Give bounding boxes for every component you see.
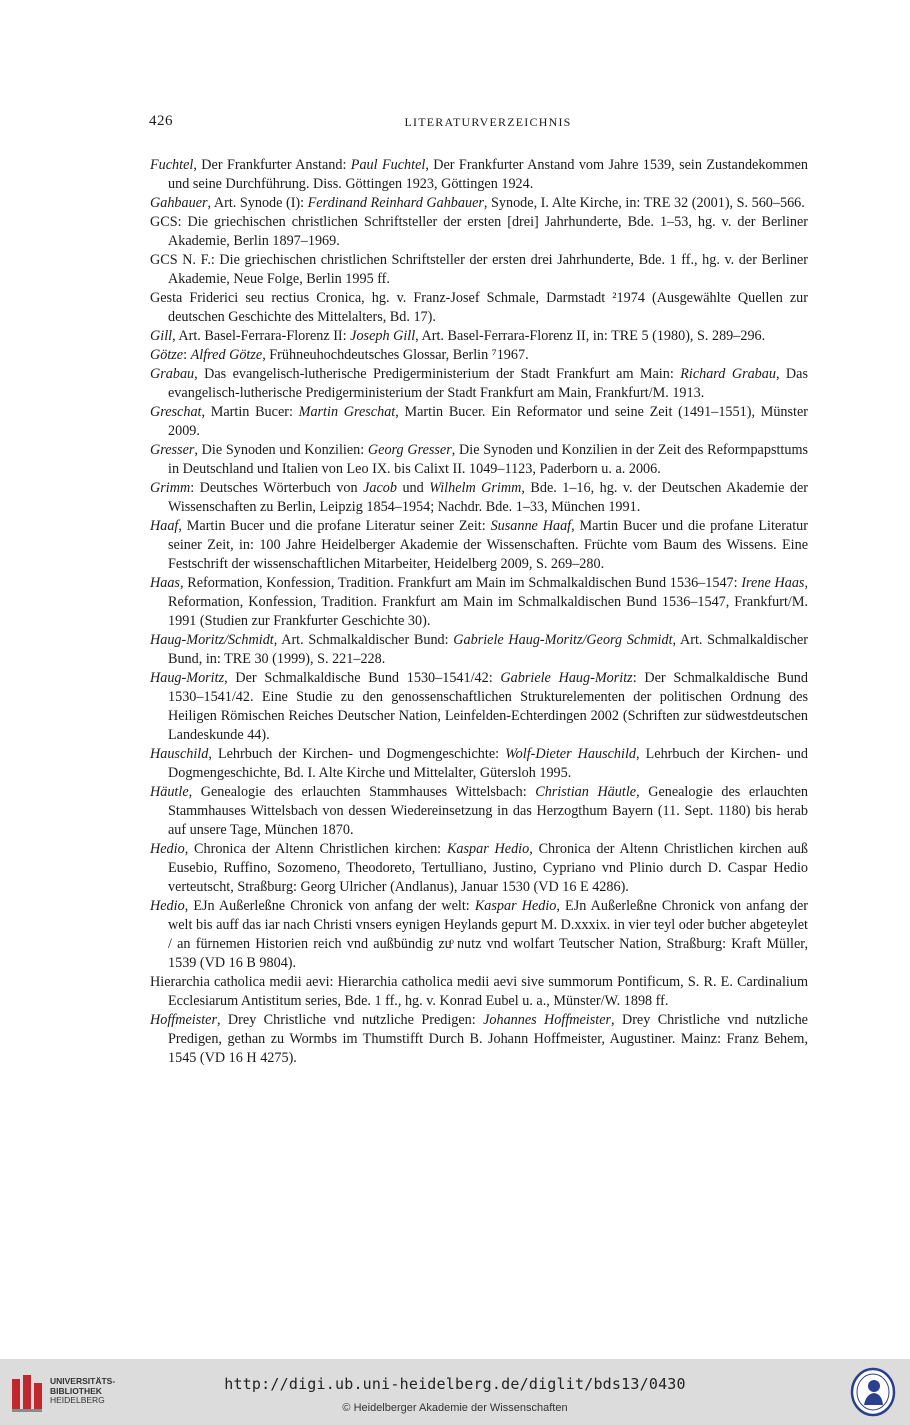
bibliography-entry	[150, 631, 808, 669]
entry-text: , Martin Bucer. Ein Reformator und seine Zeit (1491–1551), Münster 2009.	[168, 404, 808, 439]
entry-text: , Martin Bucer und die profane Literatur seiner Zeit:	[178, 518, 491, 534]
entry-text: : Der Schmalkaldische Bund 1530–1541/42. Eine Studie zu den genossenschaftlichen Strukturelementen der politischen Ordnung des Heiligen Römischen Reiches Deutscher Nation, Leinfelden-Echterdingen 2002 (Schriften zur südwestdeutschen Landeskunde 44).	[168, 670, 808, 743]
entry-text: , Chronica der Altenn Christlichen kirchen:	[184, 841, 447, 857]
entry-text: , Das evangelisch-lutherische Predigerministerium der Stadt Frankfurt am Main:	[194, 366, 681, 382]
bibliography-list	[150, 156, 808, 1068]
entry-text: , Martin Bucer und die profane Literatur seiner Zeit, in: 100 Jahre Heidelberger Akademie der Wissenschaften. Früchte vom Baum des Wissens. Eine Festschrift der wissenschaftlichen Mitarbeiter, Heidelberg 2009, S. 269–280.	[168, 518, 808, 572]
copyright-notice: © Heidelberger Akademie der Wissenschaften	[342, 1402, 568, 1414]
entry-text: , Art. Basel-Ferrara-Florenz II, in: TRE 5 (1980), S. 289–296.	[415, 328, 766, 344]
entry-italic-text: Jacob	[363, 480, 397, 496]
bibliography-entry	[150, 403, 808, 441]
bibliography-entry	[150, 783, 808, 840]
entry-text: , Der Frankfurter Anstand:	[193, 157, 351, 173]
entry-text: GCS N. F.: Die griechischen christlichen Schriftsteller der ersten drei Jahrhunderte, Bde. 1 ff., hg. v. der Berliner Akademie, Neue Folge, Berlin 1995 ff.	[150, 252, 808, 287]
entry-text: , Art. Basel-Ferrara-Florenz II:	[172, 328, 351, 344]
entry-italic-text: Haug-Moritz	[150, 670, 225, 686]
footer-bar	[0, 1359, 910, 1425]
entry-italic-text: Johannes Hoffmeister	[483, 1012, 612, 1028]
entry-italic-text: Hoffmeister	[150, 1012, 217, 1028]
entry-text: , Reformation, Konfession, Tradition. Frankfurt am Main im Schmalkaldischen Bund 1536–1547:	[179, 575, 742, 591]
bibliography-entry	[150, 574, 808, 631]
bibliography-entry	[150, 973, 808, 1011]
entry-text: , Frühneuhochdeutsches Glossar, Berlin ⁷1967.	[262, 347, 529, 363]
entry-italic-text: Hedio	[150, 898, 185, 914]
bibliography-entry	[150, 1011, 808, 1068]
entry-italic-text: Georg Gresser	[367, 442, 452, 458]
page-number: 426	[149, 113, 173, 129]
entry-text: , EJn Außerleßne Chronick von anfang der welt:	[184, 898, 475, 914]
entry-text: , Lehrbuch der Kirchen- und Dogmengeschichte, Bd. I. Alte Kirche und Mittelalter, Gütersloh 1995.	[168, 746, 808, 781]
entry-italic-text: Gresser	[150, 442, 195, 458]
logo-line-2: BIBLIOTHEK	[50, 1385, 102, 1396]
entry-italic-text: Gabriele Haug-Moritz	[500, 670, 633, 686]
bibliography-entry	[150, 897, 808, 973]
entry-italic-text: Hedio	[150, 841, 185, 857]
entry-text: Gesta Friderici seu rectius Cronica, hg. v. Franz-Josef Schmale, Darmstadt ²1974 (Ausgewählte Quellen zur deutschen Geschichte des Mittelalters, Bd. 17).	[150, 290, 808, 325]
entry-italic-text: Götze	[150, 347, 184, 363]
entry-italic-text: Gabriele Haug-Moritz/Georg Schmidt	[453, 632, 673, 648]
entry-italic-text: Kaspar Hedio	[446, 841, 530, 857]
entry-italic-text: Joseph Gill	[350, 328, 416, 344]
entry-italic-text: Martin Greschat	[298, 404, 396, 420]
entry-text: , Synode, I. Alte Kirche, in: TRE 32 (2001), S. 560–566.	[483, 195, 805, 211]
entry-text: , Die Synoden und Konzilien:	[194, 442, 368, 458]
entry-italic-text: Alfred Götze	[190, 347, 263, 363]
entry-text: und	[396, 480, 430, 496]
page-header	[149, 113, 809, 133]
academy-seal-icon[interactable]	[850, 1367, 896, 1417]
bibliography-entry	[150, 346, 808, 365]
entry-italic-text: Fuchtel	[150, 157, 194, 173]
entry-text: GCS: Die griechischen christlichen Schriftsteller der ersten [drei] Jahrhunderte, Bde. 1–53, hg. v. der Berliner Akademie, Berlin 1897–1969.	[150, 214, 808, 249]
entry-italic-text: Richard Grabau	[680, 366, 776, 382]
entry-text: , Genealogie des erlauchten Stammhauses Wittelsbach von dessen Wiedereinsetzung in das Herzogthum Bayern (11. Sept. 1180) bis herab auf unsere Tage, München 1870.	[168, 784, 808, 838]
entry-italic-text: Haaf	[150, 518, 179, 534]
entry-text: , Das evangelisch-lutherische Predigerministerium der Stadt Frankfurt am Main, Frankfurt/M. 1913.	[168, 366, 809, 401]
entry-italic-text: Wilhelm Grimm	[429, 480, 522, 496]
entry-italic-text: Gahbauer	[150, 195, 208, 211]
entry-text: , Der Schmalkaldische Bund 1530–1541/42:	[224, 670, 501, 686]
running-head: LITERATURVERZEICHNIS	[404, 115, 572, 129]
entry-italic-text: Irene Haas	[741, 575, 805, 591]
bibliography-entry	[150, 479, 808, 517]
entry-text: , Art. Schmalkaldischer Bund:	[273, 632, 454, 648]
bibliography-entry	[150, 669, 808, 745]
bibliography-entry	[150, 517, 808, 574]
entry-italic-text: Gill	[150, 328, 173, 344]
bibliography-entry	[150, 194, 808, 213]
bibliography-entry	[150, 745, 808, 783]
entry-text: , Bde. 1–16, hg. v. der Deutschen Akademie der Wissenschaften zu Berlin, Leipzig 1854–1954; Nachdr. Bde. 1–33, München 1991.	[168, 480, 809, 515]
entry-text: , Art. Synode (I):	[207, 195, 308, 211]
entry-text: , EJn Außerleßne Chronick von anfang der welt bis auff das iar nach Christi vnsers eynigen Heylands gepurt M. D.xxxix. in vier teyl oder buͦcher abgeteylet / an fürnemen Historien reich vnd außbündig zuͦ nutz vnd wolfart Teutscher Nation, Straßburg: Kraft Müller, 1539 (VD 16 B 9804).	[168, 898, 808, 971]
bibliography-entry	[150, 213, 808, 251]
permalink-url[interactable]: http://digi.ub.uni-heidelberg.de/diglit/bds13/0430	[224, 1375, 686, 1393]
entry-text: , Der Frankfurter Anstand vom Jahre 1539, sein Zustandekommen und seine Durchführung. Diss. Göttingen 1923, Göttingen 1924.	[168, 157, 808, 192]
entry-italic-text: Haas	[150, 575, 180, 591]
entry-italic-text: Kaspar Hedio	[474, 898, 557, 914]
entry-italic-text: Wolf-Dieter Hauschild	[505, 746, 636, 762]
entry-text: , Genealogie des erlauchten Stammhauses Wittelsbach:	[188, 784, 536, 800]
bibliography-entry	[150, 441, 808, 479]
bibliography-entry	[150, 251, 808, 289]
entry-text: , Drey Christliche vnd nuͦtzliche Predigen:	[217, 1012, 484, 1028]
entry-text: :	[183, 347, 191, 363]
entry-text: , Die Synoden und Konzilien in der Zeit des Reformpapsttums in Deutschland und Italien von Leo IX. bis Calixt II. 1049–1123, Paderborn u. a. 2006.	[168, 442, 809, 477]
entry-text: , Chronica der Altenn Christlichen kirchen auß Eusebio, Ruffino, Sozomeno, Theodoreto, Tertulliano, Justino, Cypriano vnd Plinio durch D. Caspar Hedio verteutscht, Straßburg: Georg Ulricher (Andlanus), Januar 1530 (VD 16 E 4286).	[168, 841, 808, 895]
logo-line-3: HEIDELBERG	[50, 1395, 105, 1405]
entry-text: , Art. Schmalkaldischer Bund, in: TRE 30 (1999), S. 221–228.	[168, 632, 808, 667]
entry-italic-text: Christian Häutle	[535, 784, 637, 800]
bibliography-entry	[150, 156, 808, 194]
bibliography-entry	[150, 327, 808, 346]
entry-italic-text: Häutle	[150, 784, 189, 800]
bibliography-entry	[150, 289, 808, 327]
entry-italic-text: Paul Fuchtel	[350, 157, 426, 173]
logo-line-1: UNIVERSITÄTS-	[50, 1376, 116, 1386]
entry-text: : Deutsches Wörterbuch von	[190, 480, 364, 496]
entry-italic-text: Grabau	[150, 366, 195, 382]
entry-italic-text: Hauschild	[150, 746, 209, 762]
entry-italic-text: Haug-Moritz/Schmidt	[150, 632, 274, 648]
entry-text: Hierarchia catholica medii aevi: Hierarchia catholica medii aevi sive summorum Pontificum, S. R. E. Cardinalium Ecclesiarum Antistitum series, Bde. 1 ff., hg. v. Konrad Eubel u. a., Münster/W. 1898 ff.	[150, 974, 808, 1009]
entry-italic-text: Grimm	[150, 480, 191, 496]
entry-italic-text: Greschat	[150, 404, 202, 420]
entry-text: , Reformation, Konfession, Tradition. Frankfurt am Main im Schmalkaldischen Bund 1536–1547, Frankfurt/M. 1991 (Studien zur Frankfurter Geschichte 30).	[168, 575, 808, 629]
entry-italic-text: Susanne Haaf	[490, 518, 572, 534]
entry-text: , Lehrbuch der Kirchen- und Dogmengeschichte:	[208, 746, 506, 762]
bibliography-entry	[150, 365, 808, 403]
entry-italic-text: Ferdinand Reinhard Gahbauer	[307, 195, 484, 211]
entry-text: , Martin Bucer:	[201, 404, 299, 420]
entry-text: , Drey Christliche vnd nuͦtzliche Predigen, gethan zu Wormbs im Thumstifft Durch B. Johann Hoffmeister, Augustiner. Mainz: Franz Behem, 1545 (VD 16 H 4275).	[168, 1012, 808, 1066]
bibliography-entry	[150, 840, 808, 897]
